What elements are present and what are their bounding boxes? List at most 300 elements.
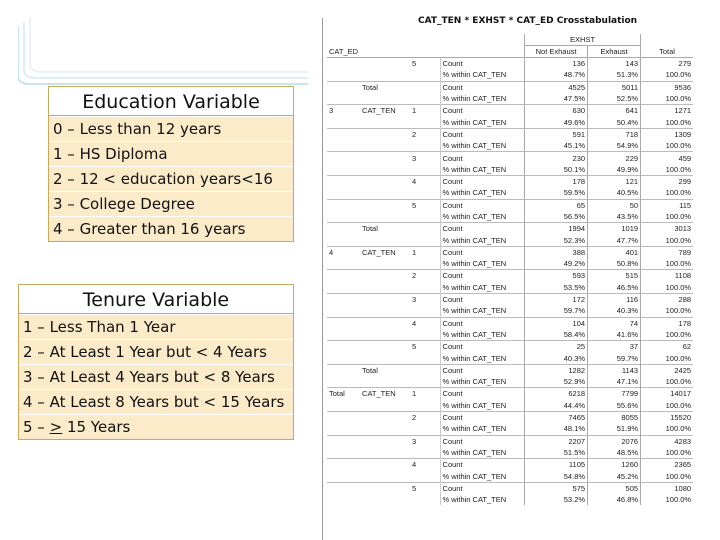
table-row	[327, 305, 693, 317]
stat-cell: % within CAT_TEN	[440, 69, 525, 81]
cat-cell: 2	[410, 128, 440, 140]
value-cell: 100.0%	[641, 423, 694, 435]
value-cell: 100.0%	[641, 470, 694, 482]
ed-cell	[327, 470, 360, 482]
value-cell: 7465	[525, 411, 588, 423]
cat-cell: 4	[410, 317, 440, 329]
ed-cell	[327, 459, 360, 471]
value-cell: 100.0%	[641, 494, 694, 505]
table-row	[327, 329, 693, 341]
table-row	[327, 459, 693, 471]
value-cell: 4283	[641, 435, 694, 447]
table-row	[327, 470, 693, 482]
value-cell: 2207	[525, 435, 588, 447]
value-cell: 172	[525, 293, 588, 305]
stat-cell: Count	[440, 128, 525, 140]
cat-cell: 5	[410, 58, 440, 70]
value-cell: 104	[525, 317, 588, 329]
value-cell: 100.0%	[641, 164, 694, 176]
crosstab-table	[327, 34, 693, 505]
education-item: 2 – 12 < education years<16	[49, 166, 293, 191]
cat-cell	[410, 81, 440, 93]
value-cell: 50.8%	[588, 258, 641, 270]
group-header: EXHST	[525, 34, 641, 46]
table-row	[327, 400, 693, 412]
ten-cell	[360, 128, 410, 140]
stat-cell: % within CAT_TEN	[440, 282, 525, 294]
value-cell: 459	[641, 152, 694, 164]
value-cell: 62	[641, 341, 694, 353]
table-row	[327, 128, 693, 140]
tenure-item	[19, 414, 293, 439]
ed-cell	[327, 435, 360, 447]
ed-cell	[327, 234, 360, 246]
value-cell: 100.0%	[641, 400, 694, 412]
ten-cell: CAT_TEN	[360, 388, 410, 400]
value-cell: 5011	[588, 81, 641, 93]
ed-cell	[327, 199, 360, 211]
table-row	[327, 317, 693, 329]
value-cell: 54.8%	[525, 470, 588, 482]
value-cell: 74	[588, 317, 641, 329]
value-cell: 641	[588, 105, 641, 117]
education-variable-title: Education Variable	[49, 87, 293, 116]
ed-cell	[327, 258, 360, 270]
value-cell: 40.5%	[588, 187, 641, 199]
table-row	[327, 435, 693, 447]
table-row	[327, 494, 693, 505]
value-cell: 100.0%	[641, 305, 694, 317]
value-cell: 46.5%	[588, 282, 641, 294]
table-row	[327, 140, 693, 152]
value-cell: 115	[641, 199, 694, 211]
value-cell: 1105	[525, 459, 588, 471]
value-cell: 52.3%	[525, 234, 588, 246]
stat-cell: Count	[440, 105, 525, 117]
value-cell: 8055	[588, 411, 641, 423]
stat-cell: % within CAT_TEN	[440, 93, 525, 105]
table-row	[327, 341, 693, 353]
value-cell: 58.4%	[525, 329, 588, 341]
value-cell: 50.4%	[588, 116, 641, 128]
value-cell: 44.4%	[525, 400, 588, 412]
ed-cell	[327, 270, 360, 282]
ed-cell: 4	[327, 246, 360, 258]
value-cell: 46.8%	[588, 494, 641, 505]
ten-cell: Total	[360, 81, 410, 93]
stat-cell: % within CAT_TEN	[440, 305, 525, 317]
table-row	[327, 187, 693, 199]
value-cell: 45.1%	[525, 140, 588, 152]
table-row	[327, 69, 693, 81]
value-cell: 288	[641, 293, 694, 305]
stat-cell: Count	[440, 459, 525, 471]
value-cell: 178	[525, 175, 588, 187]
cat-cell: 3	[410, 435, 440, 447]
ed-cell	[327, 447, 360, 459]
value-cell: 1108	[641, 270, 694, 282]
table-row	[327, 293, 693, 305]
table-row	[327, 234, 693, 246]
ed-cell	[327, 69, 360, 81]
stat-cell: Count	[440, 152, 525, 164]
stat-cell: % within CAT_TEN	[440, 400, 525, 412]
value-cell: 593	[525, 270, 588, 282]
ed-cell	[327, 164, 360, 176]
value-cell: 1260	[588, 459, 641, 471]
table-row	[327, 164, 693, 176]
ten-cell	[360, 482, 410, 494]
crosstab-panel	[322, 18, 720, 540]
value-cell: 4525	[525, 81, 588, 93]
stat-cell: % within CAT_TEN	[440, 376, 525, 388]
cat-cell	[410, 234, 440, 246]
table-row	[327, 352, 693, 364]
value-cell: 100.0%	[641, 352, 694, 364]
ten-cell	[360, 282, 410, 294]
value-cell: 100.0%	[641, 376, 694, 388]
table-row	[327, 93, 693, 105]
value-cell: 53.2%	[525, 494, 588, 505]
value-cell: 55.6%	[588, 400, 641, 412]
tenure-item: 3 – At Least 4 Years but < 8 Years	[19, 364, 293, 389]
value-cell: 52.5%	[588, 93, 641, 105]
cat-cell: 5	[410, 482, 440, 494]
cat-cell	[410, 305, 440, 317]
ten-cell	[360, 470, 410, 482]
stat-cell: Count	[440, 364, 525, 376]
ed-cell	[327, 329, 360, 341]
education-item: 0 – Less than 12 years	[49, 116, 293, 141]
value-cell: 1309	[641, 128, 694, 140]
value-cell: 116	[588, 293, 641, 305]
ten-cell	[360, 341, 410, 353]
table-row	[327, 482, 693, 494]
table-row	[327, 282, 693, 294]
greater-equal-symbol: >	[49, 418, 63, 436]
table-row	[327, 411, 693, 423]
value-cell: 56.5%	[525, 211, 588, 223]
stat-cell: % within CAT_TEN	[440, 116, 525, 128]
value-cell: 48.5%	[588, 447, 641, 459]
value-cell: 49.6%	[525, 116, 588, 128]
value-cell: 1019	[588, 223, 641, 235]
education-variable-box	[48, 86, 294, 242]
value-cell: 630	[525, 105, 588, 117]
value-cell: 40.3%	[525, 352, 588, 364]
cat-cell: 5	[410, 199, 440, 211]
value-cell: 515	[588, 270, 641, 282]
ten-cell	[360, 293, 410, 305]
value-cell: 51.3%	[588, 69, 641, 81]
ed-cell	[327, 376, 360, 388]
value-cell: 1282	[525, 364, 588, 376]
ed-cell	[327, 175, 360, 187]
cat-cell: 1	[410, 246, 440, 258]
value-cell: 279	[641, 58, 694, 70]
value-cell: 54.9%	[588, 140, 641, 152]
cat-cell: 4	[410, 459, 440, 471]
stat-cell: % within CAT_TEN	[440, 187, 525, 199]
cat-cell: 3	[410, 293, 440, 305]
stat-cell: % within CAT_TEN	[440, 494, 525, 505]
value-cell: 591	[525, 128, 588, 140]
table-row	[327, 199, 693, 211]
stat-cell: % within CAT_TEN	[440, 211, 525, 223]
value-cell: 37	[588, 341, 641, 353]
stat-cell: Count	[440, 81, 525, 93]
cat-cell	[410, 423, 440, 435]
ten-cell	[360, 423, 410, 435]
value-cell: 9536	[641, 81, 694, 93]
crosstab-title: CAT_TEN * EXHST * CAT_ED Crosstabulation	[418, 16, 638, 26]
ed-cell	[327, 352, 360, 364]
table-row	[327, 58, 693, 70]
ten-cell	[360, 58, 410, 70]
education-item: 1 – HS Diploma	[49, 141, 293, 166]
stat-cell: Count	[440, 341, 525, 353]
ed-cell	[327, 140, 360, 152]
stat-cell: % within CAT_TEN	[440, 423, 525, 435]
value-cell: 143	[588, 58, 641, 70]
value-cell: 1994	[525, 223, 588, 235]
value-cell: 299	[641, 175, 694, 187]
tenure-variable-title: Tenure Variable	[19, 285, 293, 314]
value-cell: 2425	[641, 364, 694, 376]
cat-cell	[410, 187, 440, 199]
cat-cell	[410, 223, 440, 235]
ed-cell: 3	[327, 105, 360, 117]
cat-cell	[410, 329, 440, 341]
tenure-item: 4 – At Least 8 Years but < 15 Years	[19, 389, 293, 414]
value-cell: 59.5%	[525, 187, 588, 199]
value-cell: 48.1%	[525, 423, 588, 435]
tenure-item: 1 – Less Than 1 Year	[19, 314, 293, 339]
ten-cell	[360, 494, 410, 505]
value-cell: 50	[588, 199, 641, 211]
decorative-lines	[18, 18, 308, 88]
stat-cell: Count	[440, 317, 525, 329]
stat-cell: % within CAT_TEN	[440, 352, 525, 364]
ten-cell: Total	[360, 223, 410, 235]
ten-cell	[360, 317, 410, 329]
table-row	[327, 447, 693, 459]
stat-cell: % within CAT_TEN	[440, 234, 525, 246]
cat-cell: 2	[410, 411, 440, 423]
value-cell: 47.5%	[525, 93, 588, 105]
value-cell: 7799	[588, 388, 641, 400]
value-cell: 15520	[641, 411, 694, 423]
ed-cell	[327, 364, 360, 376]
table-row	[327, 105, 693, 117]
value-cell: 121	[588, 175, 641, 187]
ed-cell	[327, 317, 360, 329]
ten-cell: CAT_TEN	[360, 105, 410, 117]
cat-cell	[410, 494, 440, 505]
value-cell: 100.0%	[641, 211, 694, 223]
ed-cell	[327, 482, 360, 494]
ed-cell	[327, 282, 360, 294]
stat-cell: Count	[440, 482, 525, 494]
stat-cell: % within CAT_TEN	[440, 470, 525, 482]
cat-cell	[410, 164, 440, 176]
education-item: 3 – College Degree	[49, 191, 293, 216]
ten-cell	[360, 211, 410, 223]
table-row	[327, 423, 693, 435]
stat-cell: Count	[440, 199, 525, 211]
value-cell: 100.0%	[641, 116, 694, 128]
ten-cell	[360, 270, 410, 282]
value-cell: 505	[588, 482, 641, 494]
ten-cell	[360, 164, 410, 176]
value-cell: 2365	[641, 459, 694, 471]
cat-cell	[410, 352, 440, 364]
value-cell: 40.3%	[588, 305, 641, 317]
cat-cell: 4	[410, 175, 440, 187]
value-cell: 100.0%	[641, 329, 694, 341]
tenure-variable-box	[18, 284, 294, 440]
ten-cell	[360, 234, 410, 246]
value-cell: 14017	[641, 388, 694, 400]
cat-cell	[410, 93, 440, 105]
cat-cell: 1	[410, 105, 440, 117]
value-cell: 51.5%	[525, 447, 588, 459]
cat-cell	[410, 400, 440, 412]
table-row	[327, 211, 693, 223]
cat-cell	[410, 69, 440, 81]
ten-cell	[360, 435, 410, 447]
value-cell: 100.0%	[641, 258, 694, 270]
cat-cell	[410, 364, 440, 376]
cat-cell: 3	[410, 152, 440, 164]
table-row	[327, 223, 693, 235]
stat-cell: % within CAT_TEN	[440, 140, 525, 152]
value-cell: 1080	[641, 482, 694, 494]
tenure-item-prefix: 5 –	[23, 418, 50, 436]
stat-cell: Count	[440, 246, 525, 258]
table-row	[327, 175, 693, 187]
ten-cell	[360, 459, 410, 471]
ten-cell	[360, 411, 410, 423]
value-cell: 100.0%	[641, 69, 694, 81]
value-cell: 50.1%	[525, 164, 588, 176]
value-cell: 100.0%	[641, 234, 694, 246]
value-cell: 388	[525, 246, 588, 258]
stat-cell: Count	[440, 388, 525, 400]
ed-cell	[327, 116, 360, 128]
value-cell: 53.5%	[525, 282, 588, 294]
value-cell: 65	[525, 199, 588, 211]
value-cell: 6218	[525, 388, 588, 400]
value-cell: 100.0%	[641, 140, 694, 152]
ten-cell	[360, 329, 410, 341]
stat-cell: % within CAT_TEN	[440, 258, 525, 270]
stat-cell: % within CAT_TEN	[440, 447, 525, 459]
value-cell: 789	[641, 246, 694, 258]
table-row	[327, 376, 693, 388]
value-cell: 49.9%	[588, 164, 641, 176]
value-cell: 49.2%	[525, 258, 588, 270]
ed-cell	[327, 223, 360, 235]
cat-cell: 5	[410, 341, 440, 353]
cat-cell	[410, 282, 440, 294]
ten-cell	[360, 352, 410, 364]
value-cell: 100.0%	[641, 447, 694, 459]
column-header: Not Exhaust	[525, 46, 588, 58]
value-cell: 43.5%	[588, 211, 641, 223]
ten-cell	[360, 376, 410, 388]
table-row	[327, 116, 693, 128]
ten-cell: CAT_TEN	[360, 246, 410, 258]
ten-cell	[360, 199, 410, 211]
education-item: 4 – Greater than 16 years	[49, 216, 293, 241]
ed-cell	[327, 93, 360, 105]
stat-cell: Count	[440, 58, 525, 70]
value-cell: 25	[525, 341, 588, 353]
cat-cell	[410, 447, 440, 459]
ten-cell	[360, 140, 410, 152]
tenure-item-suffix: 15 Years	[62, 418, 131, 436]
stat-cell: % within CAT_TEN	[440, 164, 525, 176]
column-header: Exhaust	[588, 46, 641, 58]
value-cell: 401	[588, 246, 641, 258]
value-cell: 48.7%	[525, 69, 588, 81]
table-row	[327, 258, 693, 270]
value-cell: 45.2%	[588, 470, 641, 482]
ed-cell	[327, 400, 360, 412]
value-cell: 136	[525, 58, 588, 70]
ed-cell	[327, 293, 360, 305]
stat-cell: Count	[440, 293, 525, 305]
value-cell: 59.7%	[525, 305, 588, 317]
stat-cell: Count	[440, 270, 525, 282]
ed-cell	[327, 211, 360, 223]
value-cell: 229	[588, 152, 641, 164]
tenure-item: 2 – At Least 1 Year but < 4 Years	[19, 339, 293, 364]
ed-cell	[327, 58, 360, 70]
cat-cell: 1	[410, 388, 440, 400]
ed-cell	[327, 152, 360, 164]
ten-cell	[360, 447, 410, 459]
ed-cell	[327, 423, 360, 435]
stat-cell: Count	[440, 175, 525, 187]
stat-cell: Count	[440, 411, 525, 423]
value-cell: 1271	[641, 105, 694, 117]
value-cell: 100.0%	[641, 282, 694, 294]
table-row	[327, 246, 693, 258]
ed-cell	[327, 305, 360, 317]
ten-cell	[360, 69, 410, 81]
ed-cell: Total	[327, 388, 360, 400]
stat-cell: % within CAT_TEN	[440, 329, 525, 341]
cat-cell	[410, 376, 440, 388]
cat-cell	[410, 140, 440, 152]
value-cell: 47.7%	[588, 234, 641, 246]
cat-cell	[410, 470, 440, 482]
cat-cell	[410, 116, 440, 128]
ten-cell	[360, 152, 410, 164]
ed-cell	[327, 81, 360, 93]
value-cell: 59.7%	[588, 352, 641, 364]
value-cell: 230	[525, 152, 588, 164]
ten-cell	[360, 175, 410, 187]
value-cell: 1143	[588, 364, 641, 376]
cat-cell	[410, 211, 440, 223]
ten-cell: Total	[360, 364, 410, 376]
table-row	[327, 81, 693, 93]
value-cell: 100.0%	[641, 187, 694, 199]
value-cell: 100.0%	[641, 93, 694, 105]
